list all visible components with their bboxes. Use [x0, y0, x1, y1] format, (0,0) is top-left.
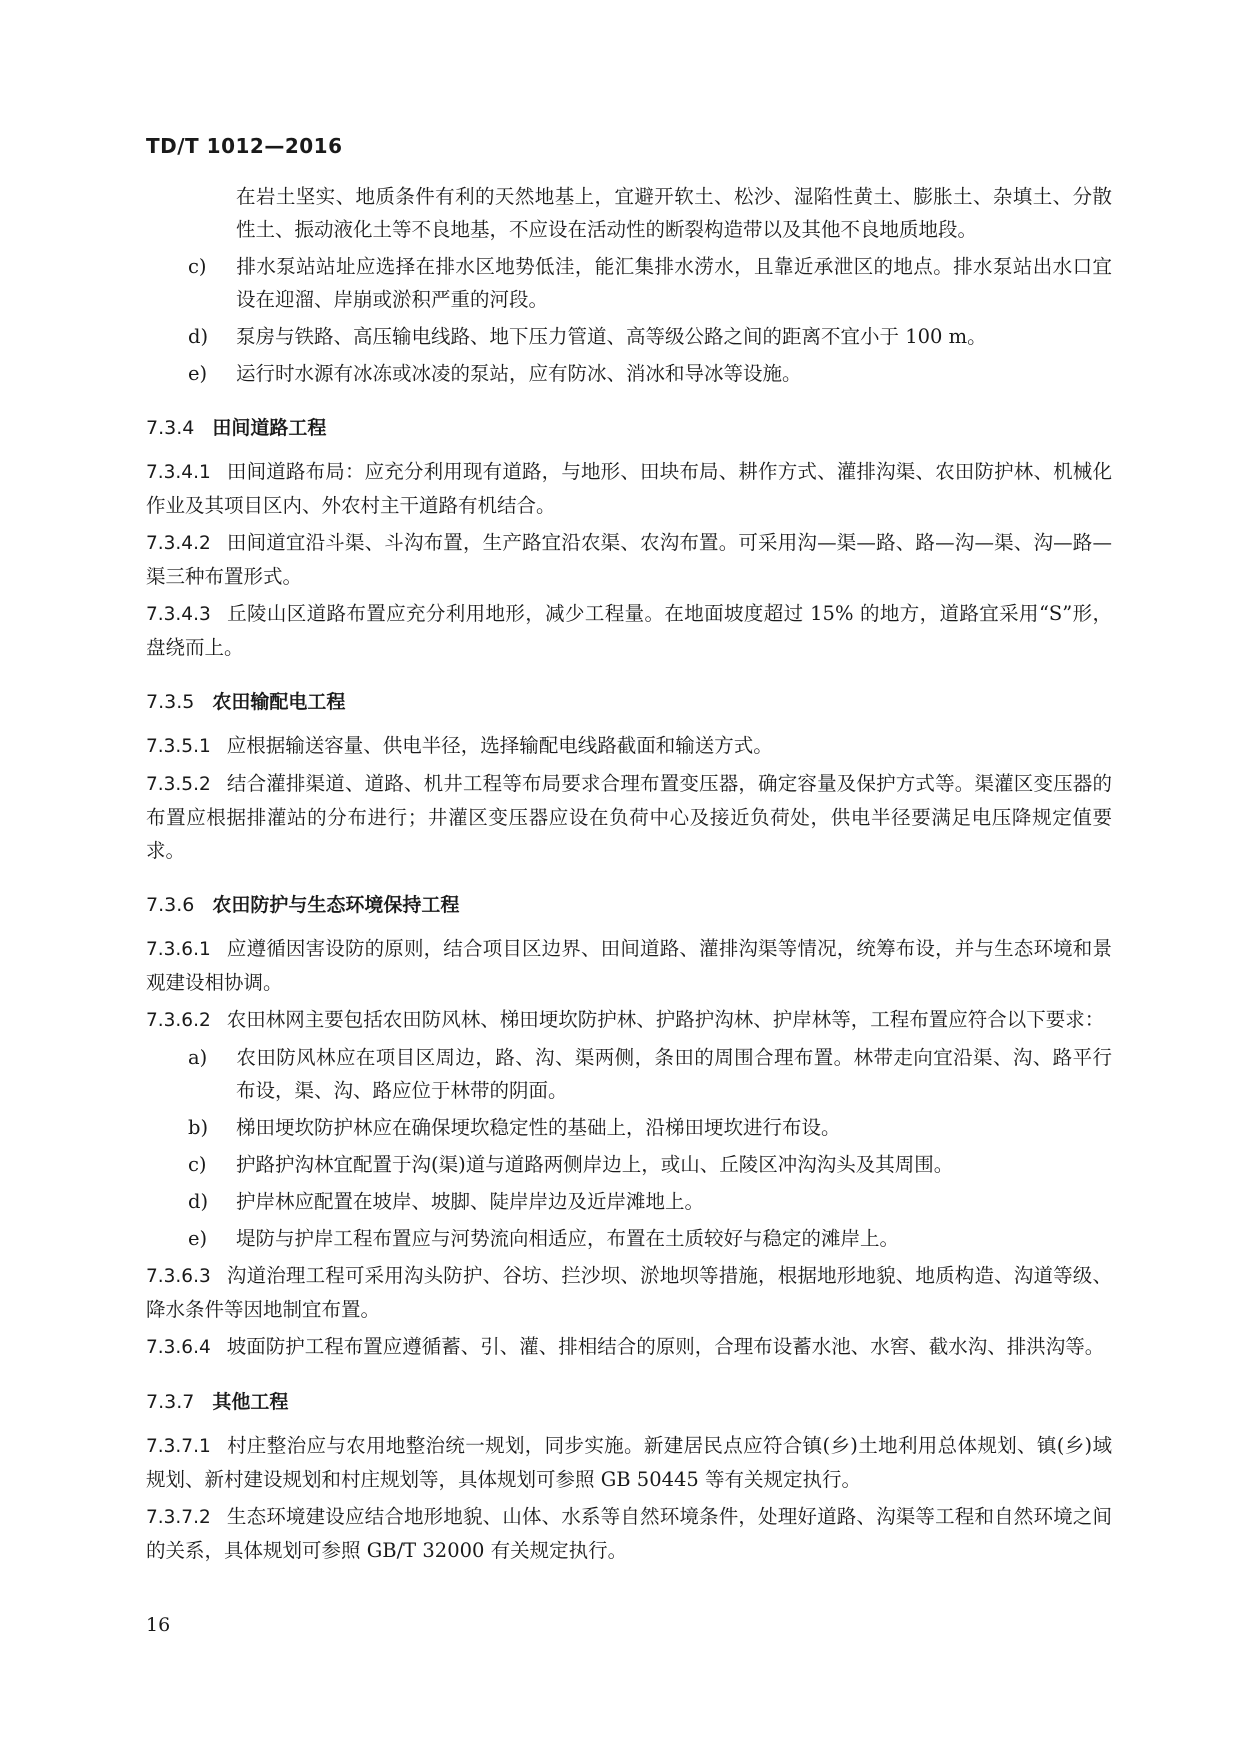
clause-text: 村庄整治应与农用地整治统一规划，同步实施。新建居民点应符合镇(乡)土地利用总体规划、镇(乡)域规划、新村建设规划和村庄规划等，具体规划可参照 GB 50445 等有关规定执行。	[146, 1434, 1112, 1491]
list-item-text: 梯田埂坎防护林应在确保埂坎稳定性的基础上，沿梯田埂坎进行布设。	[236, 1116, 841, 1139]
clause-number: 7.3.7.1	[146, 1436, 211, 1457]
section-title: 田间道路工程	[212, 417, 327, 439]
clause-number: 7.3.4.2	[146, 533, 211, 554]
section-number: 7.3.7	[146, 1391, 195, 1413]
list-item	[146, 357, 1112, 390]
document-code: TD/T 1012—2016	[146, 134, 343, 158]
section-heading	[146, 412, 1112, 445]
list-marker: e)	[188, 1227, 208, 1250]
clause-paragraph	[146, 597, 1112, 664]
list-item-text: 护路护沟林宜配置于沟(渠)道与道路两侧岸边上，或山、丘陵区冲沟沟头及其周围。	[236, 1153, 954, 1176]
list-item	[146, 250, 1112, 316]
list-marker: c)	[188, 1153, 207, 1176]
clause-paragraph	[146, 932, 1112, 999]
list-item	[146, 1185, 1112, 1218]
clause-number: 7.3.5.2	[146, 774, 211, 795]
list-item	[146, 320, 1112, 353]
list-item-text: 泵房与铁路、高压输电线路、地下压力管道、高等级公路之间的距离不宜小于 100 m。	[236, 325, 987, 348]
clause-paragraph	[146, 526, 1112, 593]
list-item-text: 农田防风林应在项目区周边，路、沟、渠两侧，条田的周围合理布置。林带走向宜沿渠、沟、路平行布设，渠、沟、路应位于林带的阴面。	[236, 1046, 1112, 1102]
section-number: 7.3.4	[146, 417, 195, 439]
clause-paragraph	[146, 767, 1112, 867]
clause-number: 7.3.4.3	[146, 604, 211, 625]
clause-text: 田间道路布局：应充分利用现有道路，与地形、田块布局、耕作方式、灌排沟渠、农田防护林、机械化作业及其项目区内、外农村主干道路有机结合。	[146, 460, 1112, 517]
clause-text: 沟道治理工程可采用沟头防护、谷坊、拦沙坝、淤地坝等措施，根据地形地貌、地质构造、沟道等级、降水条件等因地制宜布置。	[146, 1264, 1112, 1321]
list-marker: e)	[188, 362, 208, 385]
list-item	[146, 1111, 1112, 1144]
clause-paragraph	[146, 729, 1112, 763]
section-heading	[146, 889, 1112, 922]
clause-text: 结合灌排渠道、道路、机井工程等布局要求合理布置变压器，确定容量及保护方式等。渠灌区变压器的布置应根据排灌站的分布进行；井灌区变压器应设在负荷中心及接近负荷处，供电半径要满足电压降规定值要求。	[146, 772, 1112, 862]
clause-paragraph	[146, 1330, 1112, 1364]
list-marker: a)	[188, 1046, 208, 1069]
continued-paragraph: 在岩土坚实、地质条件有利的天然地基上，宜避开软土、松沙、湿陷性黄土、膨胀土、杂填土、分散性土、振动液化土等不良地基，不应设在活动性的断裂构造带以及其他不良地质地段。	[236, 185, 1112, 241]
clause-number: 7.3.6.3	[146, 1266, 211, 1287]
clause-paragraph	[146, 455, 1112, 522]
list-marker: d)	[188, 325, 209, 348]
list-item	[146, 1148, 1112, 1181]
list-item-text: 护岸林应配置在坡岸、坡脚、陡岸岸边及近岸滩地上。	[236, 1190, 705, 1213]
list-item	[146, 1041, 1112, 1107]
clause-text: 应根据输送容量、供电半径，选择输配电线路截面和输送方式。	[226, 734, 773, 757]
document-body	[146, 180, 1112, 1567]
section-number: 7.3.6	[146, 894, 195, 916]
clause-paragraph	[146, 1429, 1112, 1496]
section-heading	[146, 686, 1112, 719]
page-number: 16	[146, 1614, 171, 1636]
clause-paragraph	[146, 1500, 1112, 1567]
clause-number: 7.3.6.2	[146, 1010, 211, 1031]
clause-text: 丘陵山区道路布置应充分利用地形，减少工程量。在地面坡度超过 15% 的地方，道路宜采用“S”形，盘绕而上。	[146, 602, 1112, 659]
section-title: 农田防护与生态环境保持工程	[212, 894, 460, 916]
list-marker: d)	[188, 1190, 209, 1213]
clause-number: 7.3.7.2	[146, 1507, 211, 1528]
section-number: 7.3.5	[146, 691, 195, 713]
clause-number: 7.3.6.4	[146, 1337, 211, 1358]
list-item-text: 排水泵站站址应选择在排水区地势低洼，能汇集排水涝水，且靠近承泄区的地点。排水泵站出水口宜设在迎溜、岸崩或淤积严重的河段。	[236, 255, 1112, 311]
clause-number: 7.3.6.1	[146, 939, 211, 960]
list-item-text: 运行时水源有冰冻或冰凌的泵站，应有防冰、消冰和导冰等设施。	[236, 362, 802, 385]
clause-text: 坡面防护工程布置应遵循蓄、引、灌、排相结合的原则，合理布设蓄水池、水窖、截水沟、排洪沟等。	[226, 1335, 1105, 1358]
clause-number: 7.3.4.1	[146, 462, 211, 483]
clause-paragraph	[146, 1259, 1112, 1326]
clause-paragraph	[146, 1003, 1112, 1037]
clause-text: 生态环境建设应结合地形地貌、山体、水系等自然环境条件，处理好道路、沟渠等工程和自然环境之间的关系，具体规划可参照 GB/T 32000 有关规定执行。	[146, 1505, 1112, 1562]
section-heading	[146, 1386, 1112, 1419]
list-marker: c)	[188, 255, 207, 278]
clause-text: 农田林网主要包括农田防风林、梯田埂坎防护林、护路护沟林、护岸林等，工程布置应符合以下要求：	[226, 1008, 1105, 1031]
clause-text: 应遵循因害设防的原则，结合项目区边界、田间道路、灌排沟渠等情况，统筹布设，并与生态环境和景观建设相协调。	[146, 937, 1112, 994]
list-marker: b)	[188, 1116, 209, 1139]
section-title: 其他工程	[212, 1391, 289, 1413]
list-item	[146, 1222, 1112, 1255]
list-item-text: 堤防与护岸工程布置应与河势流向相适应，布置在土质较好与稳定的滩岸上。	[236, 1227, 900, 1250]
section-title: 农田输配电工程	[212, 691, 346, 713]
clause-text: 田间道宜沿斗渠、斗沟布置，生产路宜沿农渠、农沟布置。可采用沟—渠—路、路—沟—渠、沟—路—渠三种布置形式。	[146, 531, 1112, 588]
clause-number: 7.3.5.1	[146, 736, 211, 757]
